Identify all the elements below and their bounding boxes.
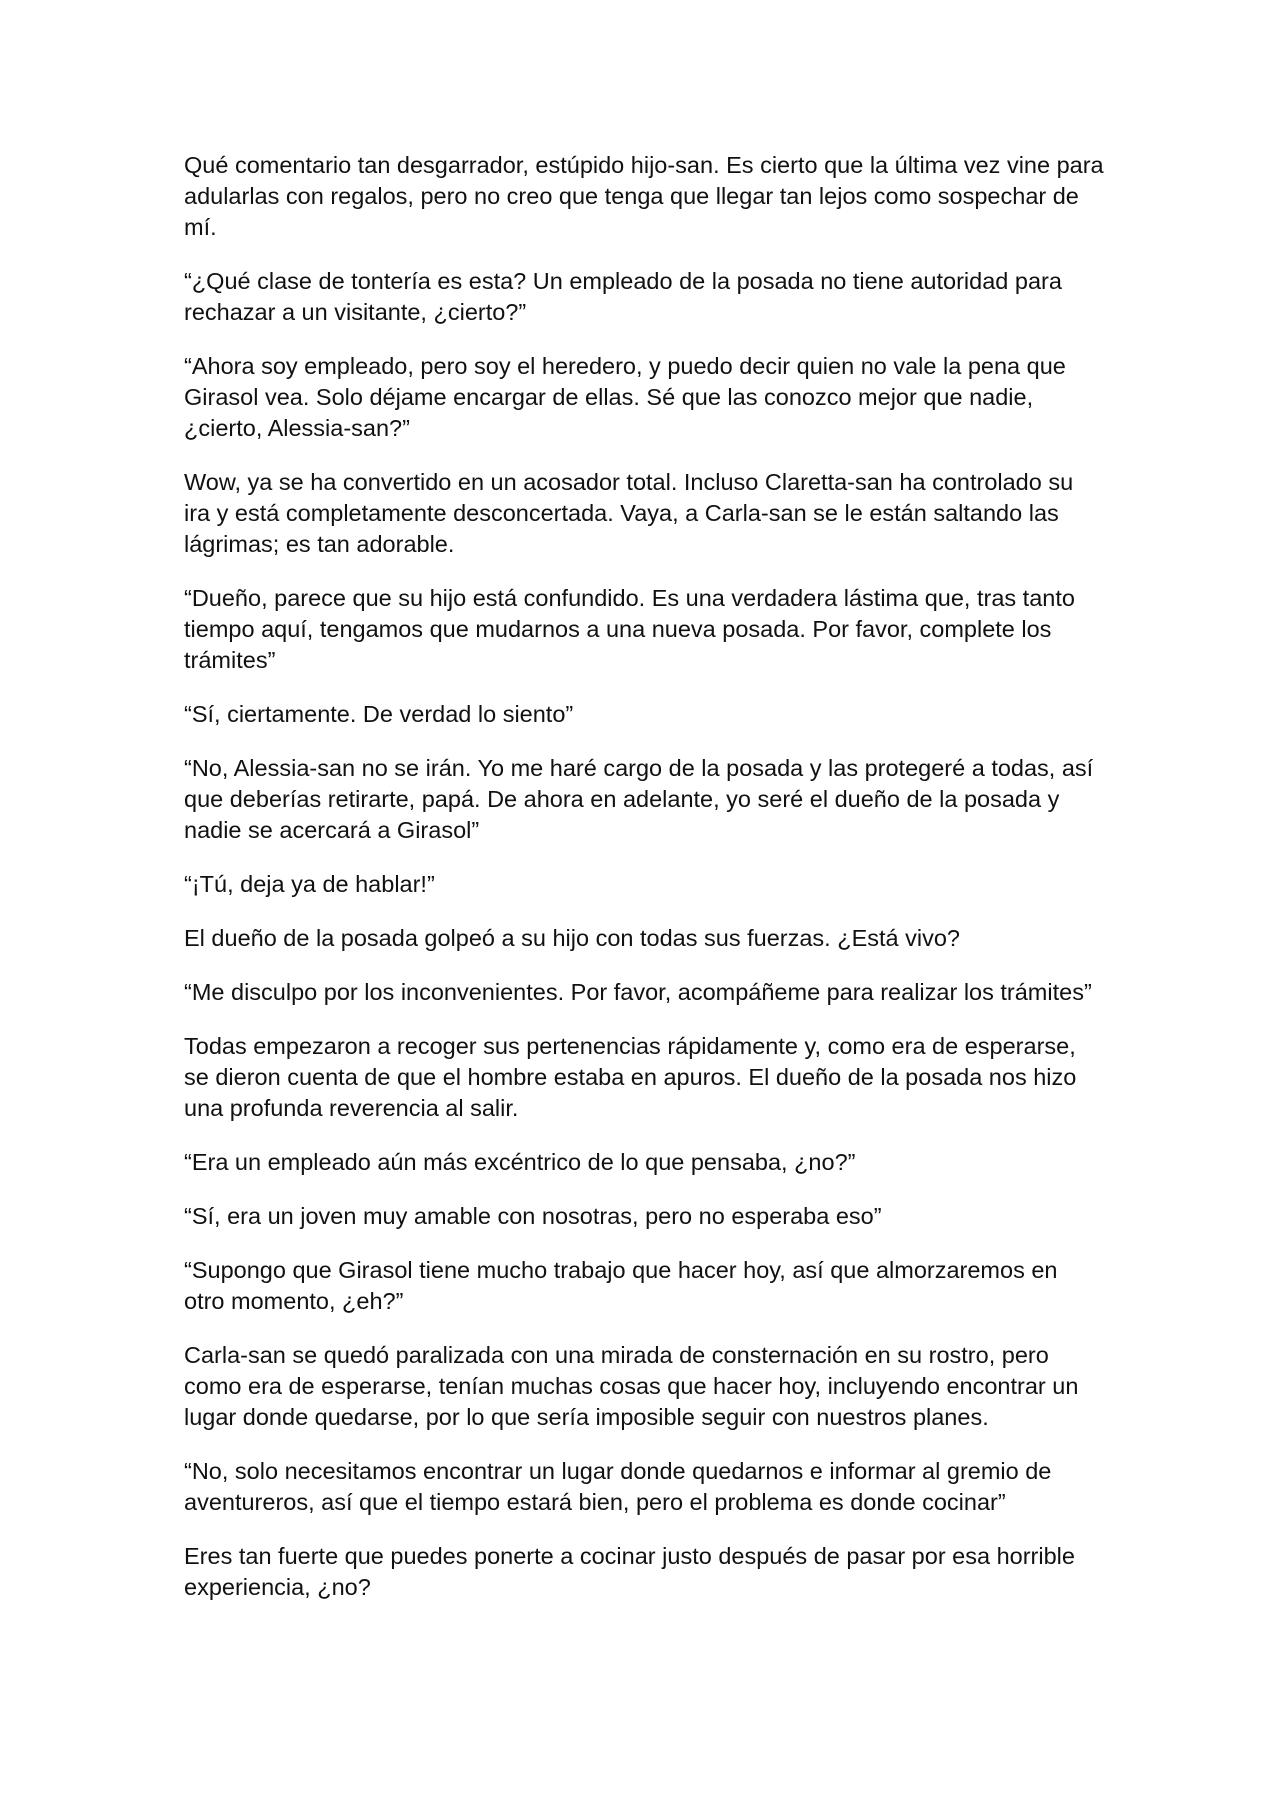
paragraph: “No, Alessia-san no se irán. Yo me haré cargo de la posada y las protegeré a todas, así que deberías retirarte, papá. De ahora en adelante, yo seré el dueño de la posada y nadie se acercará a Girasol” bbox=[184, 755, 1094, 843]
paragraph: “Ahora soy empleado, pero soy el heredero, y puedo decir quien no vale la pena que Girasol vea. Solo déjame encargar de ellas. Sé que las conozco mejor que nadie, ¿cierto, Alessia-san?” bbox=[184, 353, 1066, 441]
paragraph: “Dueño, parece que su hijo está confundido. Es una verdadera lástima que, tras tanto tiempo aquí, tengamos que mudarnos a una nueva posada. Por favor, complete los trámites” bbox=[184, 585, 1075, 673]
paragraph: “Era un empleado aún más excéntrico de lo que pensaba, ¿no?” bbox=[184, 1149, 856, 1175]
paragraph: El dueño de la posada golpeó a su hijo con todas sus fuerzas. ¿Está vivo? bbox=[184, 925, 960, 951]
paragraph: “¿Qué clase de tontería es esta? Un empleado de la posada no tiene autoridad para rechazar a un visitante, ¿cierto?” bbox=[184, 268, 1062, 325]
paragraph: “Me disculpo por los inconvenientes. Por favor, acompáñeme para realizar los trámites” bbox=[184, 979, 1092, 1005]
paragraph: Carla-san se quedó paralizada con una mirada de consternación en su rostro, pero como era de esperarse, tenían muchas cosas que hacer hoy, incluyendo encontrar un lugar donde quedarse, por lo que sería imposible seguir con nuestros planes. bbox=[184, 1342, 1079, 1430]
paragraph: “Sí, era un joven muy amable con nosotras, pero no esperaba eso” bbox=[184, 1203, 882, 1229]
paragraph: “Sí, ciertamente. De verdad lo siento” bbox=[184, 701, 574, 727]
document-body bbox=[184, 150, 1104, 1626]
paragraph: Qué comentario tan desgarrador, estúpido hijo-san. Es cierto que la última vez vine para adularlas con regalos, pero no creo que tenga que llegar tan lejos como sospechar de mí. bbox=[184, 152, 1104, 240]
paragraph: Todas empezaron a recoger sus pertenencias rápidamente y, como era de esperarse, se dieron cuenta de que el hombre estaba en apuros. El dueño de la posada nos hizo una profunda reverencia al salir. bbox=[184, 1033, 1077, 1121]
paragraph: “¡Tú, deja ya de hablar!” bbox=[184, 871, 435, 897]
paragraph: “No, solo necesitamos encontrar un lugar donde quedarnos e informar al gremio de aventureros, así que el tiempo estará bien, pero el problema es donde cocinar” bbox=[184, 1458, 1052, 1515]
paragraph: “Supongo que Girasol tiene mucho trabajo que hacer hoy, así que almorzaremos en otro momento, ¿eh?” bbox=[184, 1257, 1058, 1314]
paragraph: Eres tan fuerte que puedes ponerte a cocinar justo después de pasar por esa horrible experiencia, ¿no? bbox=[184, 1543, 1075, 1600]
paragraph: Wow, ya se ha convertido en un acosador total. Incluso Claretta-san ha controlado su ira y está completamente desconcertada. Vaya, a Carla-san se le están saltando las lágrimas; es tan adorable. bbox=[184, 469, 1074, 557]
